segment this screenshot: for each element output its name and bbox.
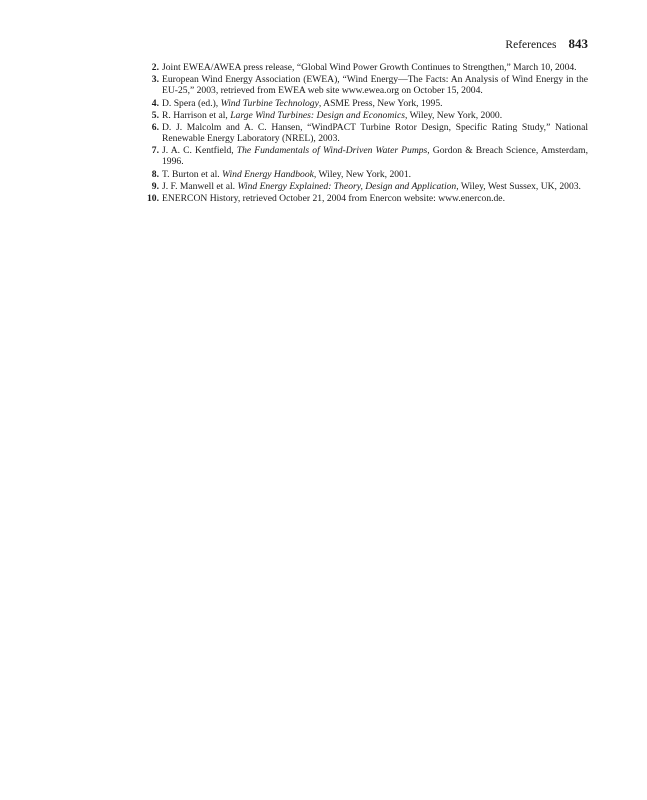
reference-number: 3. <box>151 74 159 86</box>
reference-number: 7. <box>151 145 159 157</box>
reference-title: Wind Turbine Technology <box>220 97 319 109</box>
reference-number: 10. <box>147 193 159 205</box>
reference-text <box>159 194 588 205</box>
reference-text <box>159 63 588 74</box>
reference-number: 9. <box>151 180 159 192</box>
running-head-section: References <box>505 39 557 51</box>
reference-list <box>144 63 588 206</box>
reference-text <box>159 146 588 168</box>
reference-segment: D. Spera (ed.), <box>162 97 221 109</box>
reference-segment: R. Harrison et al, <box>162 109 231 121</box>
reference-segment: European Wind Energy Association (EWEA), “Wind Energy—The Facts: An Analysis of Wind Energy in the EU-25,” 2003, retrieved from EWEA web site www.ewea.org on October 15, 2004. <box>162 74 588 97</box>
reference-title: The Fundamentals of Wind-Driven Water Pumps, <box>236 145 430 157</box>
reference-text <box>159 75 588 97</box>
reference-number: 4. <box>151 97 159 109</box>
page-number: 843 <box>568 36 588 51</box>
reference-item <box>144 63 588 74</box>
reference-segment: J. A. C. Kentfield, <box>162 145 237 157</box>
reference-number: 6. <box>151 122 159 134</box>
reference-text <box>159 111 588 122</box>
reference-title: Large Wind Turbines: Design and Economics <box>230 109 405 121</box>
reference-segment: ENERCON History, retrieved October 21, 2004 from Enercon website: www.enercon.de. <box>162 193 505 205</box>
reference-segment: , Wiley, West Sussex, UK, 2003. <box>456 180 581 192</box>
reference-item <box>144 182 588 193</box>
running-head <box>505 36 588 52</box>
reference-segment: Joint EWEA/AWEA press release, “Global Wind Power Growth Continues to Strengthen,” March 10, 2004. <box>162 62 577 73</box>
reference-item <box>144 111 588 122</box>
reference-text <box>159 123 588 145</box>
reference-text <box>159 182 588 193</box>
reference-text <box>159 170 588 181</box>
reference-segment: , Wiley, New York, 2001. <box>313 168 412 180</box>
reference-number: 8. <box>151 168 159 180</box>
reference-title: Wind Energy Explained: Theory, Design and Application <box>237 180 457 192</box>
reference-title: Wind Energy Handbook <box>222 168 314 180</box>
reference-number: 5. <box>151 109 159 121</box>
reference-segment: Gordon & Breach Science, Amsterdam, 1996. <box>162 145 589 168</box>
reference-item <box>144 75 588 97</box>
reference-number: 2. <box>151 62 159 73</box>
reference-segment: J. F. Manwell et al. <box>162 180 238 192</box>
reference-text <box>159 99 588 110</box>
reference-item <box>144 123 588 145</box>
reference-item <box>144 146 588 168</box>
reference-segment: , Wiley, New York, 2000. <box>404 109 503 121</box>
reference-segment: T. Burton et al. <box>162 168 223 180</box>
reference-item <box>144 194 588 205</box>
reference-segment: D. J. Malcolm and A. C. Hansen, “WindPACT Turbine Rotor Design, Specific Rating Study,” National Renewable Energy Laboratory (NREL), 2003. <box>162 122 588 144</box>
reference-segment: , ASME Press, New York, 1995. <box>318 97 443 109</box>
reference-item <box>144 170 588 181</box>
reference-item <box>144 99 588 110</box>
